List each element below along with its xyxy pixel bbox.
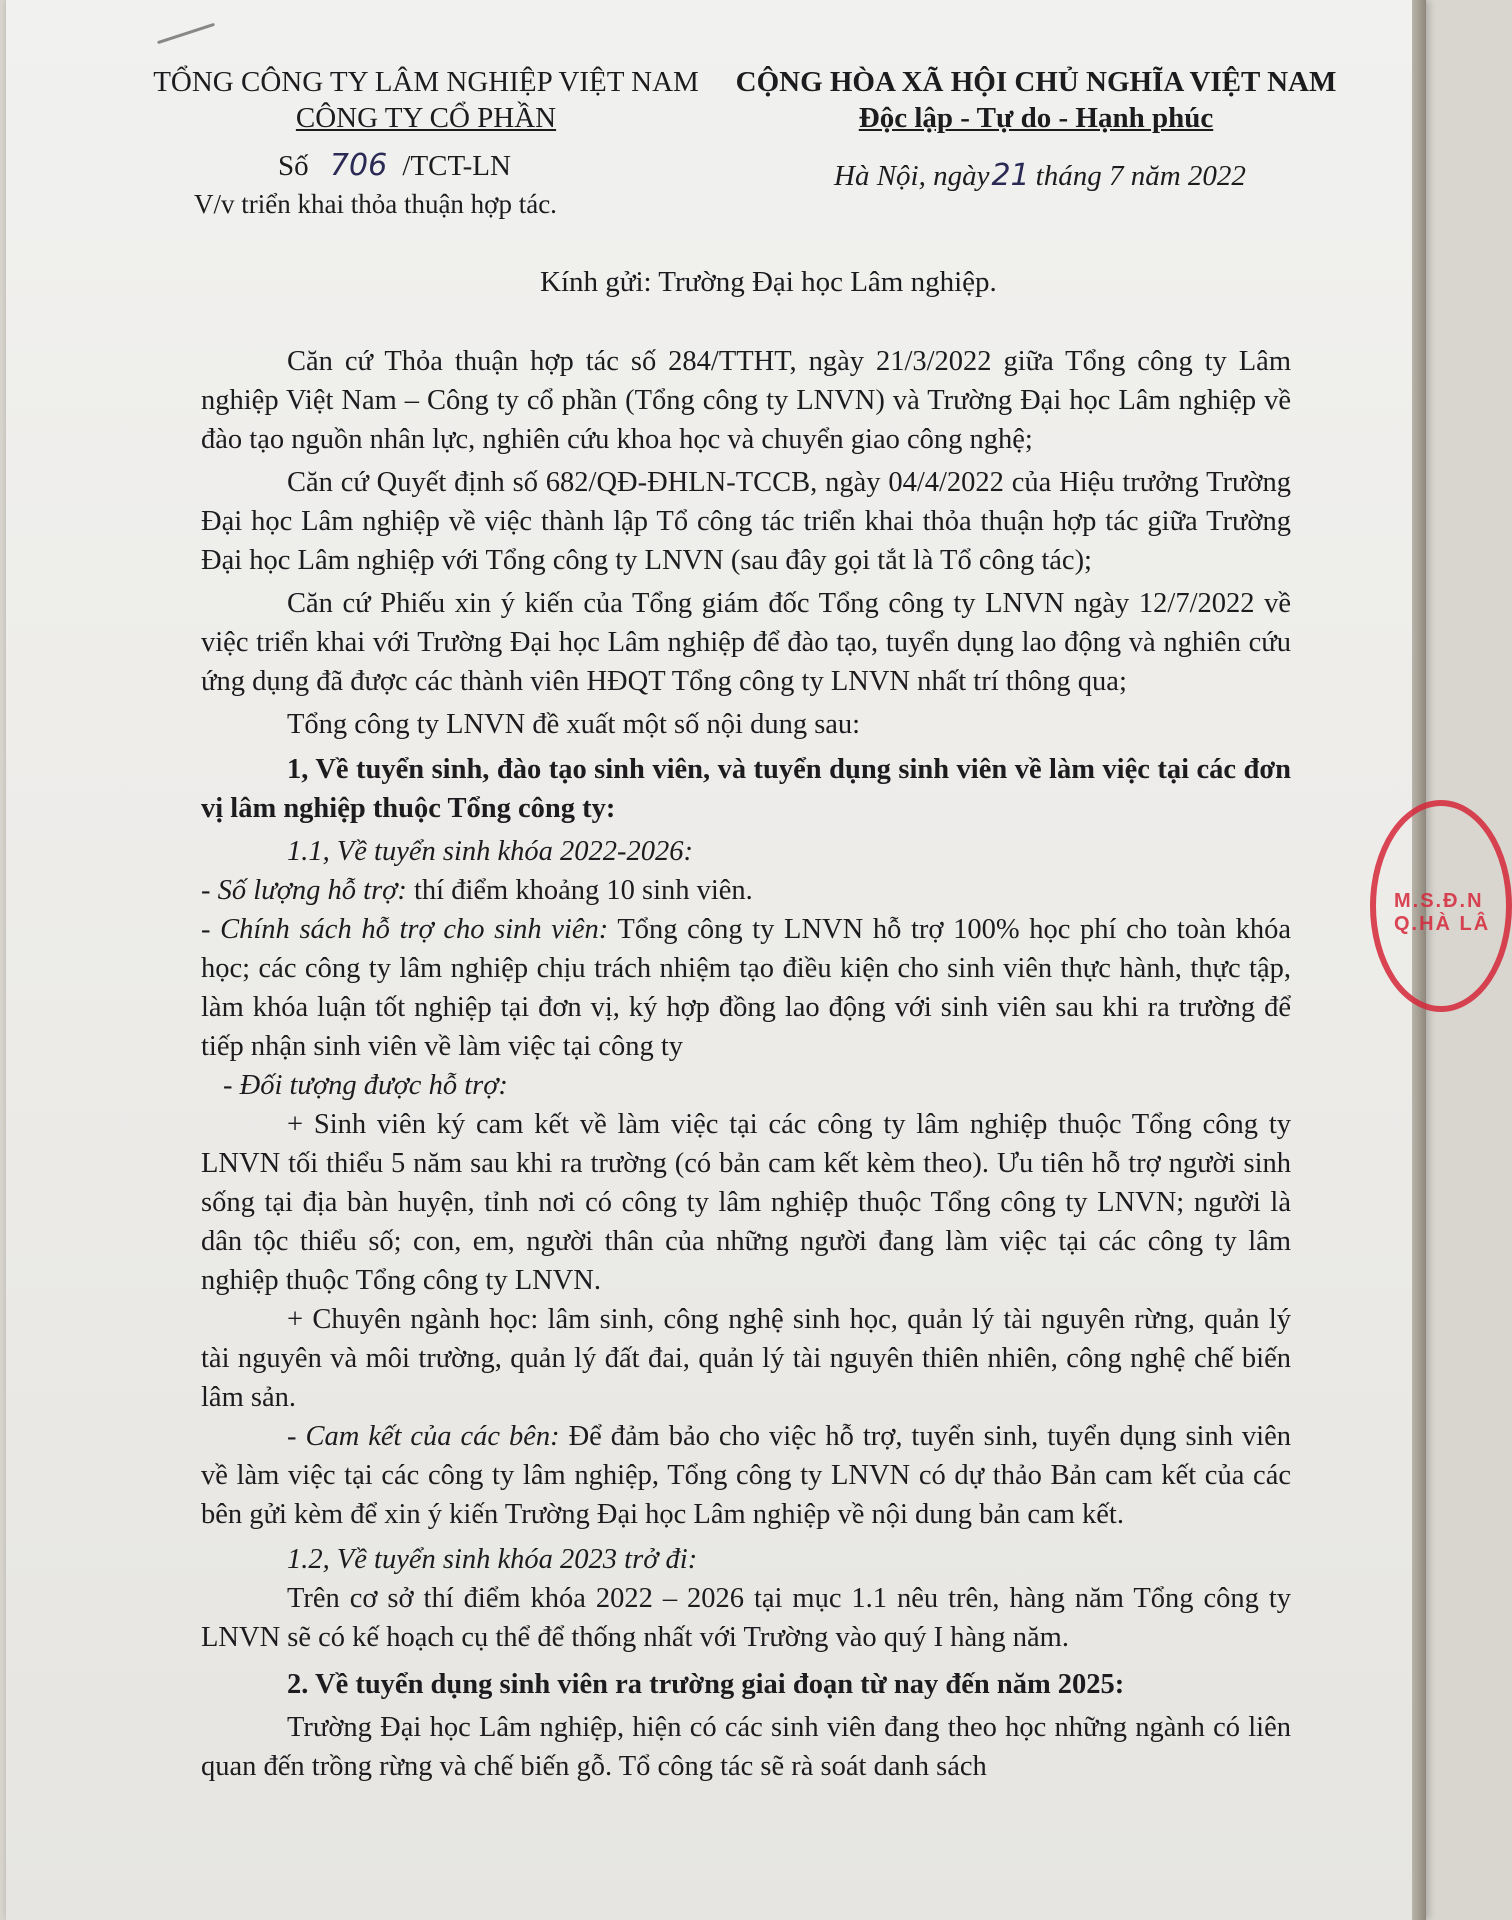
doc-number-suffix: /TCT-LN xyxy=(402,150,511,182)
doc-number-label: Số xyxy=(278,150,309,182)
doc-number-handwritten: 706 xyxy=(329,148,388,183)
pen-mark xyxy=(157,23,215,44)
subsection-heading-1-1: 1.1, Về tuyển sinh khóa 2022-2026: xyxy=(287,836,694,867)
paragraph: Căn cứ Thỏa thuận hợp tác số 284/TTHT, ngày 21/3/2022 giữa Tổng công ty Lâm nghiệp Việt Nam – Công ty cổ phần (Tổng công ty LNVN) và Trường Đại học Lâm nghiệp về đào tạo nguồn nhân lực, nghiên cứu khoa học và chuyển giao công nghệ; xyxy=(201,346,1291,455)
commitment-text: Để đảm bảo cho việc hỗ trợ, tuyển sinh, tuyển dụng sinh viên về làm việc tại các công ty lâm nghiệp, Tổng công ty LNVN có dự thảo Bản cam kết của các bên gửi kèm để xin ý kiến Trường Đại học Lâm nghiệp về nội dung bản cam kết. xyxy=(201,1421,1291,1530)
beneficiaries-item: + Sinh viên ký cam kết về làm việc tại các công ty lâm nghiệp thuộc Tổng công ty LNVN tối thiểu 5 năm sau khi ra trường (có bản cam kết kèm theo). Ưu tiên hỗ trợ người sinh sống tại địa bàn huyện, tỉnh nơi có công ty lâm nghiệp thuộc Tổng công ty LNVN; người là dân tộc thiểu số; con, em, người thân của những người đang làm việc tại các công ty lâm nghiệp thuộc Tổng công ty LNVN. xyxy=(201,1109,1291,1296)
paragraph: Trường Đại học Lâm nghiệp, hiện có các sinh viên đang theo học những ngành có liên quan đến trồng rừng và chế biến gỗ. Tổ công tác sẽ rà soát danh sách xyxy=(201,1712,1291,1782)
paragraph: Căn cứ Quyết định số 682/QĐ-ĐHLN-TCCB, ngày 04/4/2022 của Hiệu trưởng Trường Đại học Lâm nghiệp về việc thành lập Tổ công tác triển khai thỏa thuận hợp tác giữa Trường Đại học Lâm nghiệp với Tổng công ty LNVN (sau đây gọi tắt là Tổ công tác); xyxy=(201,467,1291,576)
document-body xyxy=(201,342,1291,1786)
support-policy-text: Tổng công ty LNVN hỗ trợ 100% học phí cho toàn khóa học; các công ty lâm nghiệp chịu trách nhiệm tạo điều kiện cho sinh viên thực hành, thực tập, làm khóa luận tốt nghiệp tại đơn vị, ký hợp đồng lao động với sinh viên sau khi ra trường để tiếp nhận sinh viên về làm việc tại công ty xyxy=(201,914,1291,1062)
date-prefix: Hà Nội, ngày xyxy=(834,160,990,192)
document-page xyxy=(6,0,1426,1920)
paragraph: Căn cứ Phiếu xin ý kiến của Tổng giám đốc Tổng công ty LNVN ngày 12/7/2022 về việc triển khai với Trường Đại học Lâm nghiệp để đào tạo, tuyển dụng lao động và nghiên cứu ứng dụng đã được các thành viên HĐQT Tổng công ty LNVN nhất trí thông qua; xyxy=(201,588,1291,697)
date-day-handwritten: 21 xyxy=(991,158,1030,193)
salutation: Kính gửi: Trường Đại học Lâm nghiệp. xyxy=(540,266,997,298)
paragraph: Tổng công ty LNVN đề xuất một số nội dung sau: xyxy=(287,709,861,740)
nation-motto: Độc lập - Tự do - Hạnh phúc xyxy=(858,102,1214,134)
support-quantity xyxy=(201,871,1291,910)
org-subname: CÔNG TY CỔ PHẦN xyxy=(295,102,557,134)
red-seal-stamp xyxy=(1370,800,1512,1012)
stamp-text: M.S.Đ.N Q.HÀ LÂ xyxy=(1394,890,1491,935)
doc-subject: V/v triển khai thỏa thuận hợp tác. xyxy=(194,189,557,219)
org-name: TỔNG CÔNG TY LÂM NGHIỆP VIỆT NAM xyxy=(153,66,699,98)
section-heading-2: 2. Về tuyển dụng sinh viên ra trường giai đoạn từ nay đến năm 2025: xyxy=(287,1669,1125,1700)
beneficiaries-label: - Đối tượng được hỗ trợ: xyxy=(223,1070,508,1101)
subsection-heading-1-2: 1.2, Về tuyển sinh khóa 2023 trở đi: xyxy=(287,1544,698,1575)
beneficiaries-item: + Chuyên ngành học: lâm sinh, công nghệ sinh học, quản lý tài nguyên rừng, quản lý tài nguyên và môi trường, quản lý đất đai, quản lý tài nguyên thiên nhiên, công nghệ chế biến lâm sản. xyxy=(201,1304,1291,1413)
support-policy-label: - Chính sách hỗ trợ cho sinh viên: xyxy=(201,914,609,945)
nation-title: CỘNG HÒA XÃ HỘI CHỦ NGHĨA VIỆT NAM xyxy=(735,66,1337,98)
doc-number-line xyxy=(278,148,511,183)
paragraph: Trên cơ sở thí điểm khóa 2022 – 2026 tại mục 1.1 nêu trên, hàng năm Tổng công ty LNVN sẽ có kế hoạch cụ thể để thống nhất với Trường vào quý I hàng năm. xyxy=(201,1583,1291,1653)
support-quantity-label: - Số lượng hỗ trợ: xyxy=(201,875,407,906)
commitment-label: - Cam kết của các bên: xyxy=(287,1421,560,1452)
support-policy xyxy=(201,910,1291,1066)
doc-date xyxy=(834,158,1246,193)
section-heading-1: 1, Về tuyển sinh, đào tạo sinh viên, và tuyển dụng sinh viên về làm việc tại các đơn vị lâm nghiệp thuộc Tổng công ty: xyxy=(201,754,1291,824)
date-suffix: tháng 7 năm 2022 xyxy=(1035,160,1246,192)
commitment xyxy=(201,1417,1291,1534)
support-quantity-text: thí điểm khoảng 10 sinh viên. xyxy=(406,875,753,906)
